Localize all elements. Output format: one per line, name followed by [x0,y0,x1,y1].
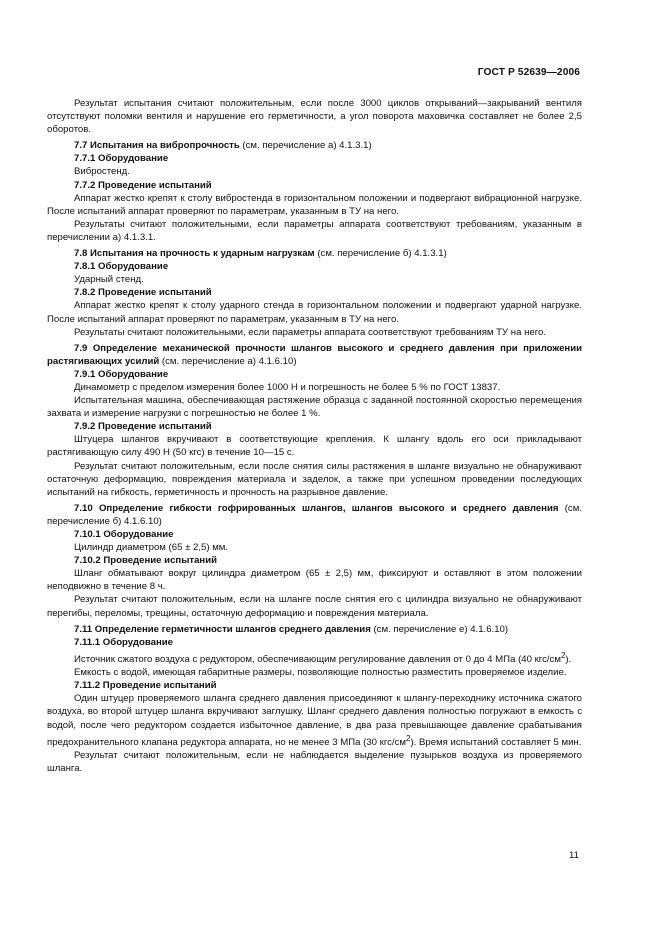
section-reference: (см. перечисление б) 4.1.6.10) [47,502,582,527]
section-reference: (см. перечисление а) 4.1.3.1) [239,140,372,152]
subsection-title: 7.8.1 Оборудование [74,261,169,273]
paragraph: Вибростенд. [74,166,130,178]
paragraph-text: ). [565,654,572,666]
superscript: 2 [560,650,566,660]
section-reference: (см. перечисление е) 4.1.6.10) [370,623,509,635]
section-reference: (см. перечисление а) 4.1.6.10) [159,355,297,367]
superscript: 2 [406,733,411,743]
section-reference: (см. перечисление б) 4.1.3.1) [314,248,447,260]
section-7-8-heading [47,247,582,260]
paragraph: Ударный стенд. [74,274,144,286]
section-7-11-heading [47,623,582,636]
paragraph-text: Источник сжатого воздуха с редуктором, обеспечивающим регулирование давления от 0 до 4 МПа (40 кгс/см [74,654,561,666]
paragraph: Емкость с водой, имеющая габаритные размеры, позволяющие полностью разместить проверяемое изделие. [74,667,567,679]
paragraph-text: Один штуцер проверяемого шланга среднего давления присоединяют к шлангу-переходнику источника сжатого воздуха, во второй штуцер шланга вкручивают заглушку. Шланг среднего давления полностью погружают в емкость с водой, после чего редуктором создается избыточное давление, в два раза превышающее давление срабатывания предохранительного клапана редуктора аппарата, но не менее 3 МПа (30 кгс/см [47,693,582,748]
section-title: 7.9 Определение механической прочности шлангов высокого и среднего давления при приложении растягивающих усилий [47,342,582,367]
intro-paragraph: Результат испытания считают положительным, если после 3000 циклов открываний—закрываний вентиля отсутствуют поломки вентиля и нарушение его герметичности, а угол поворота маховичка составляет не более 2,5 оборотов. [47,98,582,136]
subsection-title: 7.8.2 Проведение испытаний [74,287,212,299]
paragraph: Динамометр с пределом измерения более 1000 Н и погрешность не более 5 % по ГОСТ 13837. [74,381,501,393]
subsection-7-9-2-heading [47,420,582,433]
paragraph: Результат считают положительным, если на шланге после снятия его с цилиндра визуально не обнаруживают перегибы, переломы, трещины, остаточную деформацию и повреждения материала. [47,594,582,619]
paragraph: Результат считают положительным, если не наблюдается выделение пузырьков воздуха из проверяемого шланга. [47,749,582,774]
section-7-10-heading [47,502,582,528]
subsection-title: 7.7.1 Оборудование [74,153,169,165]
subsection-title: 7.9.2 Проведение испытаний [74,421,212,433]
subsection-7-10-2-heading [47,554,582,567]
paragraph: Аппарат жестко крепят к столу ударного стенда в горизонтальном положении и подвергают ударной нагрузке. После испытаний аппарат проверяют по параметрам, указанным в ТУ на него. [47,300,582,325]
subsection-title: 7.11.2 Проведение испытаний [74,680,217,692]
section-title: 7.11 Определение герметичности шлангов среднего давления [74,623,371,635]
section-title: 7.8 Испытания на прочность к ударным нагрузкам [74,248,315,260]
paragraph-text: ). Время испытаний составляет 5 мин. [410,736,582,748]
subsection-7-11-1-heading [47,636,582,649]
document-body [47,97,582,775]
subsection-7-11-2-heading [47,679,582,692]
subsection-7-7-2-heading [47,179,582,192]
paragraph: Шланг обматывают вокруг цилиндра диаметром (65 ± 2,5) мм, фиксируют и оставляют в этом положении неподвижно в течение 8 ч. [47,568,582,593]
subsection-title: 7.11.1 Оборудование [74,636,173,648]
section-7-9-heading [47,342,582,368]
paragraph: Штуцера шлангов вкручивают в соответствующие крепления. К шлангу вдоль его оси прикладывают растягивающую силу 490 Н (50 кгс) в течение 10—15 с. [47,434,582,459]
subsection-7-10-1-heading [47,528,582,541]
paragraph: Испытательная машина, обеспечивающая растяжение образца с заданной постоянной скоростью перемещения захвата и измерение нагрузки с погрешностью не более 1 %. [47,395,582,420]
subsection-7-8-2-heading [47,286,582,299]
subsection-title: 7.10.2 Проведение испытаний [74,555,218,567]
page-number: 11 [569,850,579,861]
subsection-title: 7.9.1 Оборудование [74,368,169,380]
section-title: 7.10 Определение гибкости гофрированных шлангов, шлангов высокого и среднего давления [74,502,559,514]
subsection-7-7-1-heading [47,152,582,165]
subsection-7-9-1-heading [47,368,582,381]
paragraph [47,649,582,666]
section-title: 7.7 Испытания на вибропрочность [74,140,240,152]
paragraph: Результаты считают положительными, если параметры аппарата соответствуют требованиям, указанным в перечислении а) 4.1.3.1. [47,218,582,243]
paragraph [47,692,582,749]
paragraph: Цилиндр диаметром (65 ± 2,5) мм. [74,542,229,554]
paragraph: Результаты считают положительными, если параметры аппарата соответствуют требованиям ТУ на него. [74,326,547,338]
section-7-7-heading [47,139,582,152]
subsection-title: 7.7.2 Проведение испытаний [74,179,212,191]
paragraph: Результат считают положительным, если после снятия силы растяжения в шланге визуально не обнаруживают остаточную деформацию, повреждения материала и заделок, а также при успешном проведении последующих испытаний на гибкость, герметичность и прочность на разрывное давление. [47,460,582,498]
subsection-title: 7.10.1 Оборудование [74,529,174,540]
subsection-7-8-1-heading [47,260,582,273]
paragraph: Аппарат жестко крепят к столу вибростенда в горизонтальном положении и подвергают вибрационной нагрузке. После испытаний аппарат проверяют по параметрам, указанным в ТУ на него. [47,192,582,217]
document-header: ГОСТ Р 52639—2006 [477,67,580,78]
